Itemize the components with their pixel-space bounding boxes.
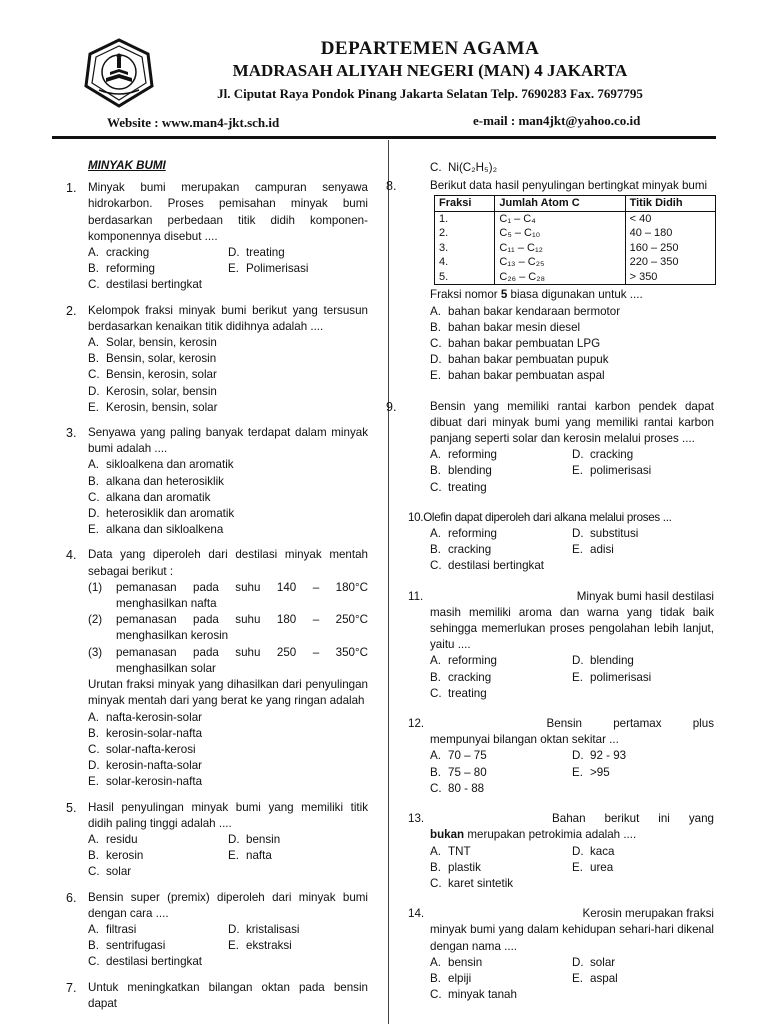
ministry-emblem-icon [84, 38, 154, 108]
option-c[interactable]: C. treating [430, 686, 487, 700]
question-text: minyak bumi yang dalam kehidupan sehari-hari dikenal dengan nama .... [430, 923, 714, 953]
question-number: 5. [66, 800, 77, 815]
question-7-continued [408, 160, 714, 176]
distillation-table [434, 195, 716, 285]
question-12: 12. Bensin pertamax plus mempunyai bilangan oktan sekitar ... A. 70 – 75 D. 92 - 93 B. 75 – 80 E. >95 C. 80 - 88 [408, 716, 714, 797]
option-c[interactable]: C. destilasi bertingkat [88, 955, 203, 969]
question-number: 2. [66, 303, 77, 318]
option-c[interactable]: C. minyak tanah [430, 988, 517, 1002]
question-text: Senyawa yang paling banyak terdapat dalam minyak bumi adalah .... [88, 426, 368, 456]
table-row: 3. C₁₁ – C₁₂ 160 – 250 [435, 241, 716, 256]
option-a[interactable]: A. sikloalkena dan aromatik [88, 458, 234, 472]
option-b[interactable]: B. elpiji [430, 971, 472, 985]
option-d[interactable]: D. blending [572, 654, 634, 668]
option-c[interactable]: C. destilasi bertingkat [430, 559, 545, 573]
option-d[interactable]: D. heterosiklik dan aromatik [88, 507, 235, 521]
option-d[interactable]: D. treating [228, 246, 285, 260]
question-number: 8. [386, 179, 397, 194]
left-column [66, 158, 368, 1021]
option-e[interactable]: E. Kerosin, bensin, solar [88, 400, 218, 414]
option-b[interactable]: B. kerosin-solar-nafta [88, 726, 203, 740]
option-c[interactable]: C. solar [88, 865, 132, 879]
right-column [386, 160, 714, 1012]
option-e[interactable]: E. nafta [228, 849, 272, 863]
question-number: 12. [408, 717, 425, 731]
question-text: mempunyai bilangan oktan sekitar ... [430, 733, 619, 747]
ministry-name: DEPARTEMEN AGAMA [320, 38, 540, 59]
option-b[interactable]: B. alkana dan heterosiklik [88, 474, 224, 488]
option-c[interactable]: C. karet sintetik [430, 876, 514, 890]
option-c[interactable]: C. treating [430, 480, 487, 494]
option-a[interactable]: A. residu [88, 832, 138, 846]
option-b[interactable]: B. sentrifugasi [88, 939, 166, 953]
option-a[interactable]: A. 70 – 75 [430, 749, 487, 763]
option-d[interactable]: D. kristalisasi [228, 922, 300, 936]
question-number: 14. [408, 907, 425, 921]
list-item: (2) pemanasan pada suhu 180 – 250°C menghasilkan kerosin [88, 613, 368, 643]
option-a[interactable]: A. nafta-kerosin-solar [88, 710, 203, 724]
question-number: 10. [408, 510, 424, 524]
option-b[interactable]: B. cracking [430, 670, 492, 684]
table-row: 1. C₁ – C₄ < 40 [435, 211, 716, 226]
option-d[interactable]: D. cracking [572, 448, 634, 462]
option-a[interactable]: A. filtrasi [88, 922, 137, 936]
question-14: 14. Kerosin merupakan fraksi minyak bumi yang dalam kehidupan sehari-hari dikenal dengan nama .... A. bensin D. solar B. elpiji E. aspal C. minyak tanah [408, 906, 714, 1003]
option-d[interactable]: D. kaca [572, 844, 615, 858]
option-c[interactable]: C. solar-nafta-kerosi [88, 742, 196, 756]
option-d[interactable]: D. substitusi [572, 527, 639, 541]
table-header: Fraksi [435, 196, 495, 212]
option-e[interactable]: E. polimerisasi [572, 670, 652, 684]
question-3 [66, 425, 368, 538]
question-text: bukan merupakan petrokimia adalah .... [430, 828, 637, 842]
column-divider [388, 140, 389, 1024]
option-c[interactable]: C. Bensin, kerosin, solar [88, 368, 217, 382]
option-a[interactable]: A. Solar, bensin, kerosin [88, 336, 217, 350]
question-text: Bensin super (premix) diperoleh dari minyak bumi dengan cara .... [88, 890, 368, 920]
header-divider [52, 136, 716, 139]
question-text: Berikut data hasil penyulingan bertingkat minyak bumi [430, 179, 708, 193]
option-e[interactable]: E. urea [572, 860, 614, 874]
table-row: 5. C₂₆ – C₂₈ > 350 [435, 270, 716, 285]
option-a[interactable]: A. reforming [430, 448, 497, 462]
option-d[interactable]: D. Kerosin, solar, bensin [88, 384, 217, 398]
option-a[interactable]: A. bensin [430, 955, 483, 969]
option-d[interactable]: D. 92 - 93 [572, 749, 627, 763]
question-10 [408, 510, 714, 575]
question-number: 1. [66, 181, 77, 196]
list-item: (3) pemanasan pada suhu 250 – 350°C menghasilkan solar [88, 645, 368, 675]
option-b[interactable]: B. 75 – 80 [430, 765, 487, 779]
question-number: 4. [66, 548, 77, 563]
question-text: Bensin yang memiliki rantai karbon pendek dapat dibuat dari minyak bumi yang memiliki rantai karbon panjang seperti solar dan kerosin melalui proses .... [430, 399, 714, 446]
option-d[interactable]: D. bahan bakar pembuatan pupuk [430, 353, 609, 367]
question-13: 13. Bahan berikut ini yang bukan merupakan petrokimia adalah .... A. TNT D. kaca B. plastik E. urea C. karet sintetik [408, 811, 714, 892]
question-text-continued: Fraksi nomor 5 biasa digunakan untuk .... [430, 288, 643, 302]
option-b[interactable]: B. cracking [430, 543, 492, 557]
option-c[interactable]: C. destilasi bertingkat [88, 278, 203, 292]
question-text: 10.Olefin dapat diperoleh dari alkana melalui proses ... [408, 510, 672, 524]
question-number: 7. [66, 980, 77, 995]
option-a[interactable]: A. bahan bakar kendaraan bermotor [430, 304, 621, 318]
option-d[interactable]: D. kerosin-nafta-solar [88, 759, 203, 773]
option-e[interactable]: E. alkana dan sikloalkena [88, 523, 224, 537]
option-b[interactable]: B. Bensin, solar, kerosin [88, 352, 217, 366]
school-name: MADRASAH ALIYAH NEGERI (MAN) 4 JAKARTA [232, 61, 628, 80]
question-text: Minyak bumi merupakan campuran senyawa hidrokarbon. Proses pemisahan minyak bumi berdasarkan perbedaan titik didih komponen-komponennya disebut .... [88, 181, 368, 243]
question-7 [66, 980, 368, 1012]
option-a[interactable]: A. reforming [430, 527, 497, 541]
option-e[interactable]: E. >95 [572, 765, 610, 779]
option-e[interactable]: E. aspal [572, 971, 618, 985]
question-number: 6. [66, 890, 77, 905]
question-8 [386, 178, 714, 384]
question-6 [66, 890, 368, 971]
option-e[interactable]: E. bahan bakar pembuatan aspal [430, 369, 605, 383]
option-c[interactable]: C. alkana dan aromatik [88, 490, 211, 504]
question-number: 3. [66, 426, 77, 441]
school-email[interactable]: e-mail : man4jkt@yahoo.co.id [473, 113, 641, 128]
question-number: 9. [386, 399, 397, 414]
option-b[interactable]: B. reforming [88, 262, 155, 276]
table-row: 2. C₅ – C₁₀ 40 – 180 [435, 226, 716, 241]
table-row: 4. C₁₃ – C₂₅ 220 – 350 [435, 255, 716, 270]
question-number: 11. [408, 589, 424, 603]
option-b[interactable]: B. kerosin [88, 849, 144, 863]
school-address: Jl. Ciputat Raya Pondok Pinang Jakarta Selatan Telp. 7690283 Fax. 7697795 [217, 86, 643, 101]
question-text: masih memiliki aroma dan warna yang tidak baik sehingga memerlukan proses pengolahan lebih lanjut, yaitu .... [430, 605, 714, 652]
list-item: (1) pemanasan pada suhu 140 – 180°C menghasilkan nafta [88, 580, 368, 611]
option-a[interactable]: A. reforming [430, 654, 497, 668]
question-text: Data yang diperoleh dari destilasi minyak mentah sebagai berikut : [88, 548, 368, 578]
question-5 [66, 800, 368, 881]
option-c[interactable]: C. 80 - 88 [430, 781, 485, 795]
distillation-data-list [88, 580, 368, 677]
option-e[interactable]: E. adisi [572, 543, 614, 557]
section-title: MINYAK BUMI [88, 159, 166, 172]
question-9 [386, 399, 714, 496]
option-b[interactable]: B. plastik [430, 860, 481, 874]
question-number: 13. [408, 812, 425, 826]
option-c[interactable]: C. Ni(C₂H₅)₂ [430, 161, 498, 174]
question-1 [66, 180, 368, 293]
school-website[interactable]: Website : www.man4-jkt.sch.id [107, 115, 280, 130]
question-text-continued: Urutan fraksi minyak yang dihasilkan dari penyulingan minyak mentah dari yang berat ke yang ringan adalah [88, 678, 368, 708]
question-2 [66, 303, 368, 416]
table-header: Titik Didih [625, 196, 715, 212]
option-e[interactable]: E. polimerisasi [572, 464, 652, 478]
question-4 [66, 547, 368, 790]
option-c[interactable]: C. bahan bakar pembuatan LPG [430, 337, 601, 351]
option-a[interactable]: A. cracking [88, 246, 150, 260]
option-e[interactable]: E. ekstraksi [228, 939, 292, 953]
option-b[interactable]: B. blending [430, 464, 492, 478]
letterhead [0, 0, 768, 140]
question-text: Hasil penyulingan minyak bumi yang memiliki titik didih paling tinggi adalah .... [88, 800, 368, 830]
table-header: Jumlah Atom C [495, 196, 625, 212]
question-text: Untuk meningkatkan bilangan oktan pada bensin dapat [88, 980, 368, 1010]
option-a[interactable]: A. TNT [430, 844, 471, 858]
option-b[interactable]: B. bahan bakar mesin diesel [430, 320, 581, 334]
option-e[interactable]: E. solar-kerosin-nafta [88, 775, 203, 789]
option-d[interactable]: D. bensin [228, 832, 281, 846]
option-e[interactable]: E. Polimerisasi [228, 262, 309, 276]
question-text: Kelompok fraksi minyak bumi berikut yang tersusun berdasarkan kenaikan titik didihnya adalah .... [88, 303, 368, 333]
option-d[interactable]: D. solar [572, 955, 616, 969]
question-11: 11. Minyak bumi hasil destilasi masih memiliki aroma dan warna yang tidak baik sehingga memerlukan proses pengolahan lebih lanjut, yaitu .... A. reforming D. blending B. cracking E. polimerisasi C. treating [408, 589, 714, 702]
